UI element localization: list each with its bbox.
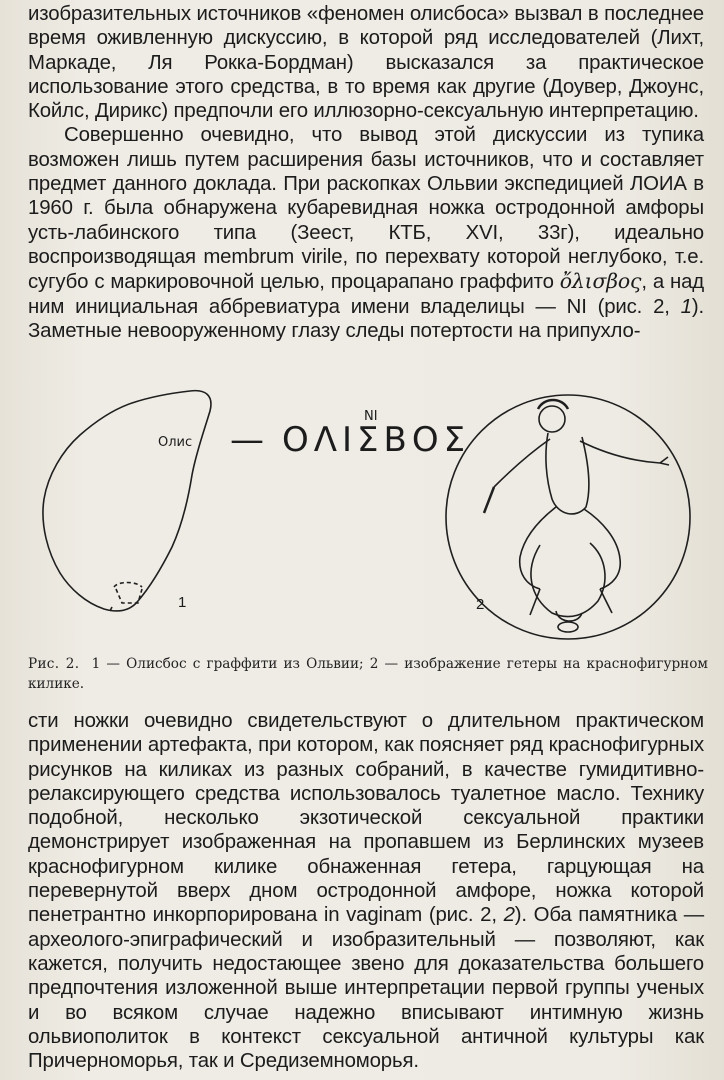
- paragraph-2-part-a: Совершенно очевидно, что вывод этой дискуссии из тупика возможен лишь путем расширения базы источников, что и составляет предмет данного доклада. При раскопках Ольвии экспедицией ЛОИА в 1960 г. была обнаружена кубаревидная ножка остродонной амфоры усть-лабинского типа (Зеест, КТБ, XVI, 33г), идеально воспроизводящая membrum virile, по перехвату которой неглубоко, т.е. сугубо с маркировочной целью, процарапано граффито: [28, 124, 704, 294]
- figure-reference-2: 2: [503, 904, 515, 927]
- figure-2: [0, 375, 724, 655]
- figure-caption: [28, 654, 708, 694]
- figure-reference-1: 1: [680, 295, 692, 318]
- figure-illustration: [0, 375, 724, 655]
- caption-text: 1 — Олисбос с граффити из Ольвии; 2 — изображение гетеры на краснофигурном килике.: [28, 656, 708, 692]
- caption-number: Рис. 2.: [28, 656, 80, 672]
- graffito-small-inscription: Олис: [158, 435, 193, 450]
- paragraph-2-part-c: ). Заметные невооруженному глазу следы потертости на припухло-: [28, 295, 705, 342]
- paragraph-1: изобразительных источников «феномен олисбоса» вызвал в последнее время оживленную дискуссию, в которой ряд исследователей (Лихт, Маркаде, Ля Рокка-Бордман) высказался за практическое использование этого средства, в то время как другие (Доувер, Джоунс, Койлс, Дирикс) предпочли его иллюзорно-сексуальную интерпретацию.: [28, 3, 704, 123]
- figure-label-2: 2: [476, 596, 485, 613]
- greek-graffito-word: ὄλισβος: [559, 269, 642, 294]
- figure-label-1: 1: [178, 594, 187, 611]
- bottom-text-block: [28, 709, 704, 1073]
- olisbos-drawing: [43, 391, 211, 611]
- paragraph-2-part-b: , а над ним инициальная аббревиатура имени владелицы — NI (рис. 2,: [28, 271, 705, 318]
- graffito-large-inscription: ОΛΙΣΒΟΣ: [282, 420, 471, 460]
- graffito-dash: —: [230, 420, 269, 460]
- paragraph-3: [28, 709, 704, 1073]
- graffito-initials: NI: [364, 409, 378, 424]
- top-text-block: [28, 2, 704, 343]
- paragraph-2: [28, 123, 704, 343]
- paragraph-3-part-b: ). Оба памятника — археолого-эпиграфический и изобразительный — позволяют, как кажется, получить недостающее звено для доказательства большего предпочтения изложенной выше интерпретации первой группы ученых и во всяком случае надежно вписывают интимную жизнь ольвиополиток в контекст сексуальной античной культуры как Причерноморья, так и Средиземноморья.: [28, 904, 705, 1073]
- paragraph-3-part-a: сти ножки очевидно свидетельствуют о длительном практическом применении артефакта, при котором, как поясняет ряд краснофигурных рисунков на киликах из разных собраний, в качестве гумидитивно-релаксирующего средства использовалось туалетное масло. Технику подобной, несколько экзотической сексуальной практики демонстрирует изображенная на пропавшем из Берлинских музеев краснофигурном килике обнаженная гетера, гарцующая на перевернутой вверх дном остродонной амфоре, ножка которой пенетрантно инкорпорирована in vaginam (рис. 2,: [28, 710, 704, 927]
